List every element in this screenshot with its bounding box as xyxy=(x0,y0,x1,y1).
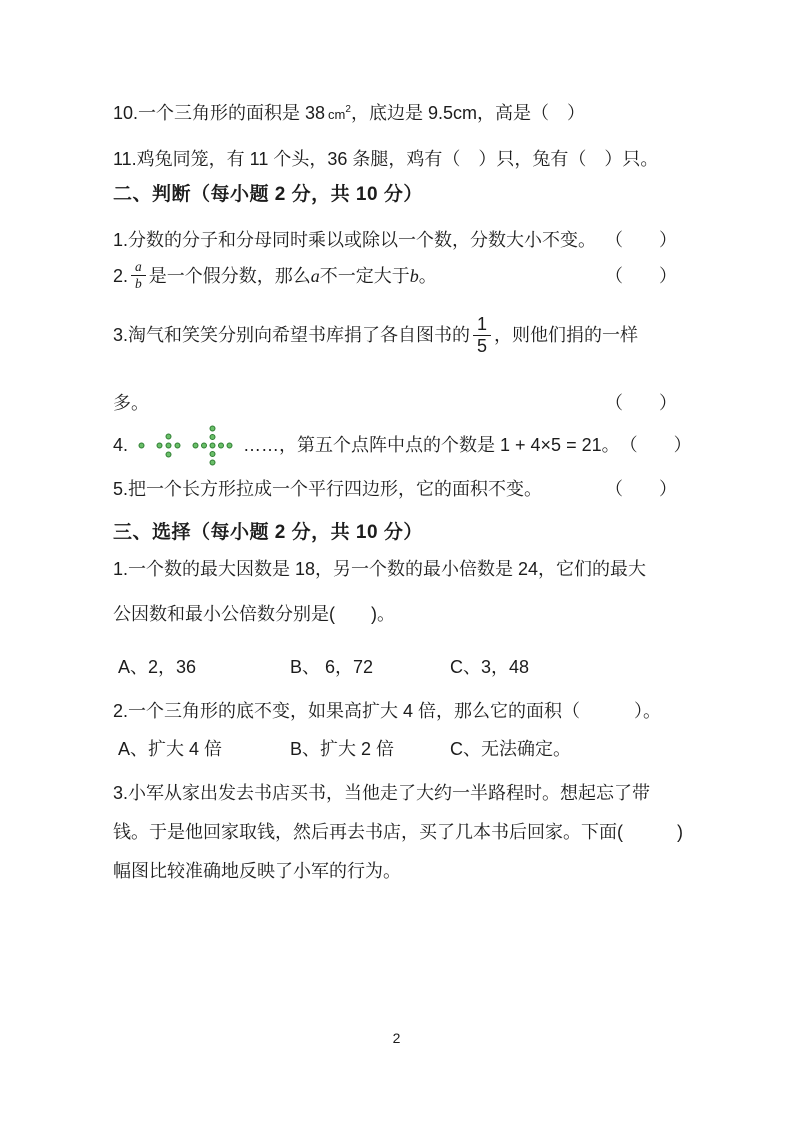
choice-question-3-line2 xyxy=(113,820,683,844)
variable-b: b xyxy=(409,265,419,286)
page-number: 2 xyxy=(392,1030,401,1046)
choice-q3-line2-text: 钱。于是他回家取钱，然后再去书店，买了几本书后回家。下面( ) xyxy=(113,822,683,842)
judge-q1-answer-blank: （ ） xyxy=(605,230,677,250)
judge-q5-text: 5.把一个长方形拉成一个平行四边形，它的面积不变。 xyxy=(113,479,543,499)
fill-question-10 xyxy=(113,101,677,125)
judge-q4-text: ……，第五个点阵中点的个数是 1 + 4×5 = 21。 xyxy=(243,435,620,456)
choice-q3-line3-text: 幅图比较准确地反映了小军的行为。 xyxy=(113,861,401,881)
dot-pattern-2-icon xyxy=(155,432,182,459)
choice-question-1-line2 xyxy=(113,602,677,626)
judge-question-3-line2 xyxy=(113,391,677,415)
q10-text-post: ，底边是 9.5cm，高是（ ） xyxy=(350,103,585,123)
choice-q1-option-b: B、 6，72 xyxy=(290,657,374,677)
judge-question-3-line1 xyxy=(113,315,677,356)
choice-question-3-line3 xyxy=(113,859,677,883)
choice-q2-option-a: A、扩大 4 倍 xyxy=(118,739,223,759)
judge-q2-number: 2. xyxy=(113,265,129,286)
q11-text: 11.鸡兔同笼，有 11 个头，36 条腿，鸡有（ ）只，兔有（ ）只。 xyxy=(113,149,659,169)
judge-question-4 xyxy=(113,424,692,467)
choice-question-1-line1 xyxy=(113,557,677,581)
judge-question-1 xyxy=(113,228,677,252)
choice-q1-option-a: A、2，36 xyxy=(118,657,197,677)
choice-question-3-line1 xyxy=(113,781,677,805)
variable-a: a xyxy=(310,265,320,286)
judge-q5-answer-blank: （ ） xyxy=(605,479,677,499)
choice-q2-option-b: B、扩大 2 倍 xyxy=(290,739,395,759)
judge-section-title-text: 二、判断（每小题 2 分，共 10 分） xyxy=(113,184,423,205)
judge-q3-text1: 3.淘气和笑笑分别向希望书库捐了各自图书的 xyxy=(113,325,471,346)
judge-q1-text: 1.分数的分子和分母同时乘以或除以一个数，分数大小不变。 xyxy=(113,230,597,250)
fraction-one-fifth xyxy=(473,315,491,356)
choice-question-1-options xyxy=(113,655,682,679)
judge-question-5 xyxy=(113,477,677,501)
choice-q2-option-c: C、无法确定。 xyxy=(450,739,571,759)
choice-q1-line2-text: 公因数和最小公倍数分别是( )。 xyxy=(113,604,395,624)
judge-q4-statement xyxy=(113,424,620,467)
judge-q3-continuation: 多。 xyxy=(113,393,149,413)
choice-section-title-text: 三、选择（每小题 2 分，共 10 分） xyxy=(113,522,423,543)
choice-q1-line1-text: 1.一个数的最大因数是 18，另一个数的最小倍数是 24，它们的最大 xyxy=(113,559,647,579)
judge-q4-number: 4. xyxy=(113,435,129,456)
judge-q2-statement xyxy=(113,260,437,291)
fill-question-11 xyxy=(113,147,677,171)
fraction-a-over-b xyxy=(131,260,146,291)
choice-section-title xyxy=(113,520,677,546)
judge-q3-statement xyxy=(113,315,638,356)
q10-unit: cm xyxy=(328,107,346,122)
choice-q1-option-c: C、3，48 xyxy=(450,657,530,677)
fraction-denominator-b: b xyxy=(135,276,142,292)
choice-question-2 xyxy=(113,699,677,723)
judge-question-2 xyxy=(113,260,677,291)
choice-question-2-options xyxy=(113,737,682,761)
judge-q2-answer-blank: （ ） xyxy=(605,265,677,286)
choice-q3-line1-text: 3.小军从家出发去书店买书，当他走了大约一半路程时。想起忘了带 xyxy=(113,783,651,803)
fraction-denominator-5: 5 xyxy=(477,335,488,356)
judge-q2-text3: 。 xyxy=(418,265,437,286)
dot-pattern-1-icon xyxy=(137,441,146,450)
q10-exponent: 2 xyxy=(345,104,351,115)
q10-text-pre: 10.一个三角形的面积是 38 xyxy=(113,103,326,123)
dot-pattern-3-icon xyxy=(191,424,234,467)
fraction-numerator-a: a xyxy=(131,260,146,276)
judge-section-title xyxy=(113,182,677,208)
judge-q2-text2: 不一定大于 xyxy=(319,265,410,286)
judge-q4-answer-blank: （ ） xyxy=(619,435,692,456)
choice-q2-text: 2.一个三角形的底不变，如果高扩大 4 倍，那么它的面积（ ）。 xyxy=(113,701,662,721)
judge-q3-answer-blank: （ ） xyxy=(605,393,677,413)
judge-q3-text2: ，则他们捐的一样 xyxy=(494,325,639,346)
fraction-numerator-1: 1 xyxy=(473,315,491,336)
judge-q2-text1: 是一个假分数，那么 xyxy=(148,265,311,286)
